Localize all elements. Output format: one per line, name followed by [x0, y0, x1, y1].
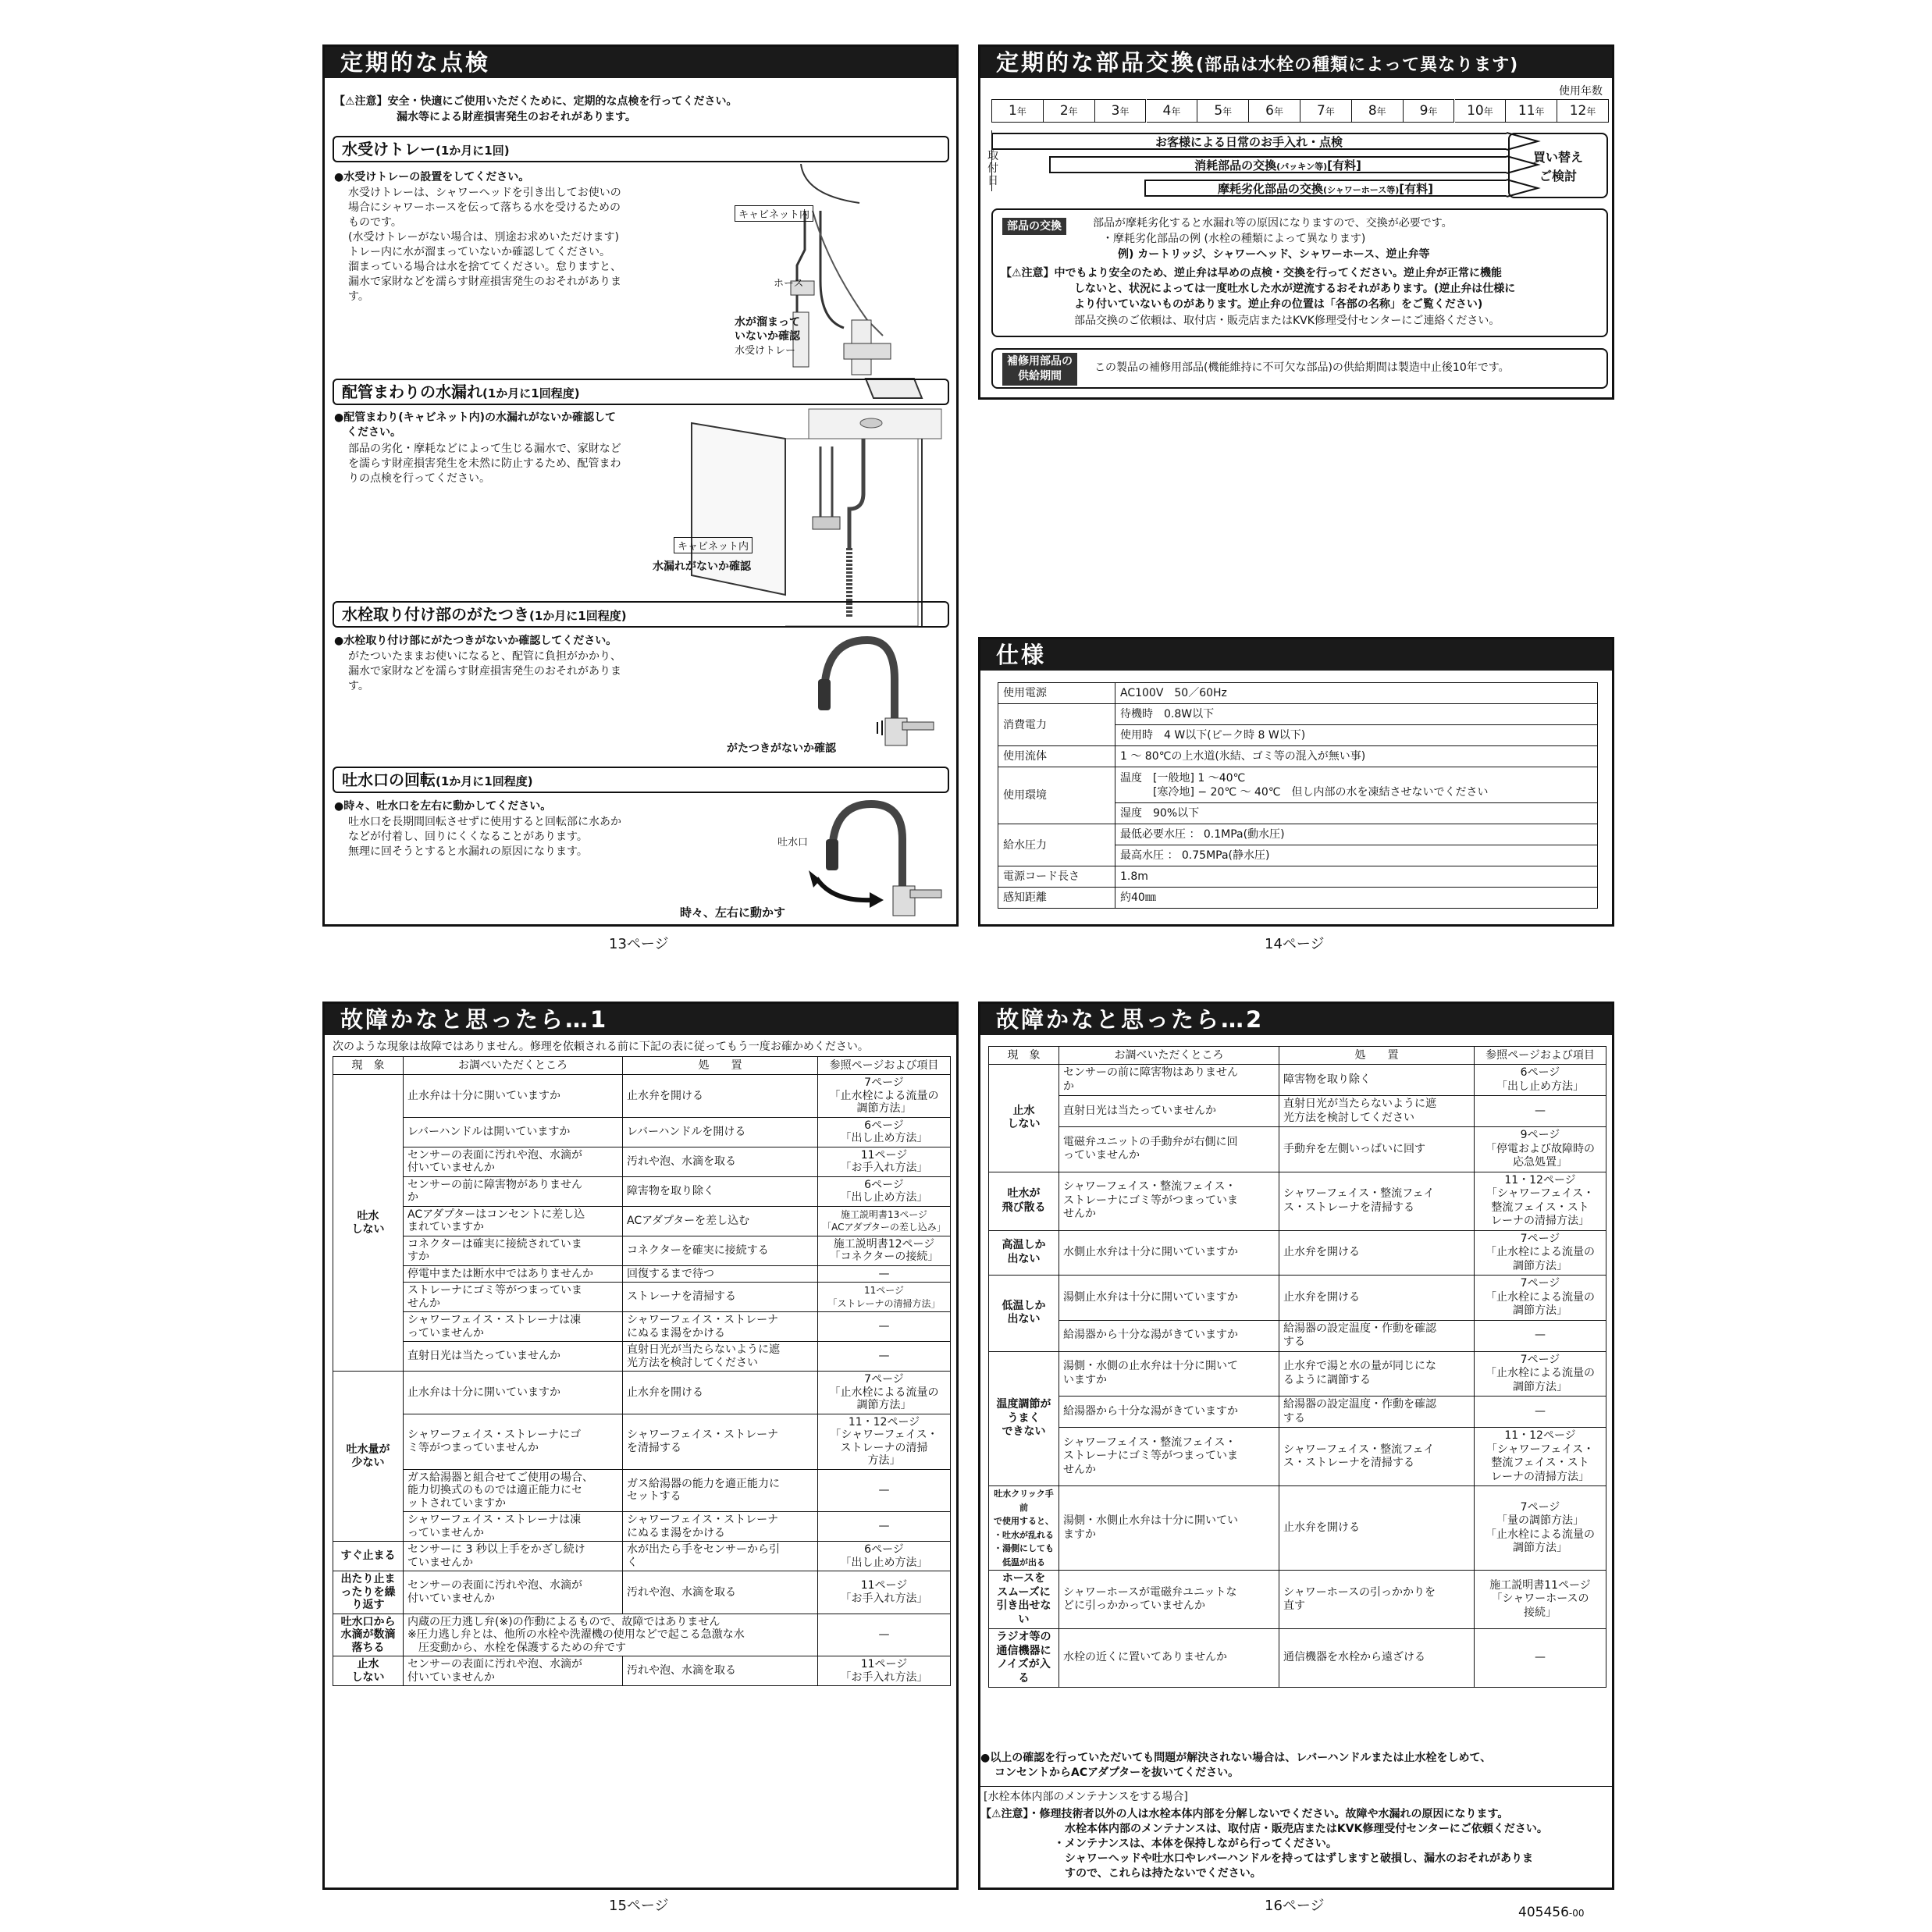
arrow-text-paid: [有料]: [1327, 158, 1361, 173]
year-cell: 8年: [1352, 99, 1404, 123]
text-line: などが付着し、回りにくくなることがあります。: [348, 831, 588, 843]
reference-cell: —: [818, 1265, 951, 1283]
page-number-15: 15ページ: [609, 1898, 669, 1914]
page-number-16: 16ページ: [1265, 1898, 1325, 1914]
action-cell: シャワーフェイス・ストレーナ にぬるま湯をかける: [623, 1312, 818, 1342]
action-cell: 回復するまで待つ: [623, 1265, 818, 1283]
text-line: 漏水で家財などを濡らす財産損害発生のおそれがありま: [348, 665, 621, 678]
action-cell: シャワーホースの引っかかりを 直す: [1279, 1571, 1475, 1629]
symptom-cell: ラジオ等の 通信機器に ノイズが入る: [989, 1629, 1059, 1688]
page-number-14: 14ページ: [1265, 936, 1325, 952]
reference-cell: 11・12ページ 「シャワーフェイス・ 整流フェイス・スト レーナの清掃方法」: [1475, 1172, 1606, 1230]
action-cell: 止水弁を開ける: [1279, 1230, 1475, 1276]
spec-row: [998, 824, 1598, 845]
parts-text: ・摩耗劣化部品の例 (水栓の種類によって異なります): [1102, 233, 1366, 245]
year-cell: 6年: [1249, 99, 1300, 123]
action-cell: コネクターを確実に接続する: [623, 1236, 818, 1265]
check-label-1: 水が溜まって: [735, 316, 800, 329]
column-header: 参照ページおよび項目: [1475, 1047, 1606, 1065]
hose-label: ホース: [774, 278, 804, 290]
maintenance-text: すので、これらは持たないでください。: [1065, 1867, 1261, 1880]
text-line: 吐水口を長期間回転させずに使用すると回転部に水あか: [348, 816, 621, 828]
years-label: 使用年数: [1559, 85, 1603, 98]
action-cell: 汚れや泡、水滴を取る: [623, 1656, 818, 1686]
section-frequency: (1か月に1回程度): [529, 609, 627, 623]
spec-value: 1.8m: [1115, 866, 1598, 888]
section-header-spout-rotation: [333, 767, 949, 793]
reference-cell: —: [818, 1614, 951, 1656]
column-header: 現 象: [333, 1057, 404, 1075]
bullet: [334, 411, 616, 440]
reference-cell: 施工説明書11ページ 「シャワーホースの 接続」: [1475, 1571, 1606, 1629]
check-cell: レバーハンドルは開いていますか: [404, 1117, 623, 1147]
reference-cell: 6ページ 「出し止め方法」: [818, 1542, 951, 1571]
spec-value: 最低必要水圧 ： 0.1MPa(動水圧): [1115, 824, 1598, 845]
check-cell: ガス給湯器と組合せてご使用の場合、 能力切換式のものでは適正能力にセ ットされていますか: [404, 1469, 623, 1512]
text-line: がたついたままお使いになると、配管に負担がかかり、: [348, 650, 621, 663]
spec-row: [998, 683, 1598, 704]
check-cell: シャワーフェイス・整流フェイス・ ストレーナにゴミ等がつまっていま せんか: [1059, 1428, 1279, 1486]
table-row: [333, 1414, 951, 1469]
action-cell: シャワーフェイス・整流フェイ ス・ストレーナを清掃する: [1279, 1172, 1475, 1230]
table-row: [333, 1117, 951, 1147]
section-frequency: (1か月に1回程度): [482, 386, 580, 400]
panel-troubleshooting-1: [322, 1002, 959, 1890]
text-line: 場合にシャワーホースを伝って落ちる水を受けるための: [348, 201, 621, 214]
reference-cell: 11ページ 「お手入れ方法」: [818, 1571, 951, 1614]
action-cell: ストレーナを清掃する: [623, 1283, 818, 1312]
note-text: コンセントからACアダプターを抜いてください。: [994, 1767, 1240, 1779]
action-cell: 止水弁で湯と水の量が同じにな るように調節する: [1279, 1351, 1475, 1397]
action-cell: ガス給湯器の能力を適正能力に セットする: [623, 1469, 818, 1512]
faucet-wobble-illustration: [809, 632, 949, 749]
bullet-line: ●配管まわり(キャビネット内)の水漏れがないか確認して: [334, 411, 617, 424]
reference-cell: 施工説明書12ページ 「コネクターの接続」: [818, 1236, 951, 1265]
note-text: ●以上の確認を行っていただいても問題が解決されない場合は、レバーハンドルまたは止水栓をしめて、: [980, 1752, 1492, 1764]
symptom-cell: 吐水クリック手前 で使用すると、 ・吐水が乱れる ・湯側にしても 低温が出る: [989, 1486, 1059, 1571]
check-cell: シャワーホースが電磁弁ユニットな どに引っかかっていませんか: [1059, 1571, 1279, 1629]
bullet: ●水受けトレーの設置をしてください。: [334, 171, 530, 183]
table-row: [333, 1075, 951, 1118]
merged-cell: 内蔵の圧力逃し弁(※)の作動によるもので、故障ではありません ※圧力逃し弁とは、他所の水栓や洗濯機の使用などで起こる急激な水 圧変動から、水栓を保護するための弁です: [404, 1614, 818, 1656]
maintenance-text: 【⚠注意】・修理技術者以外の人は水栓本体内部を分解しないでください。故障や水漏れの原因になります。: [980, 1808, 1509, 1820]
reference-cell: 11・12ページ 「シャワーフェイス・ ストレーナの清掃 方法」: [818, 1414, 951, 1469]
reference-cell: 7ページ 「止水栓による流量の 調節方法」: [1475, 1351, 1606, 1397]
spout-rotation-illustration: [785, 792, 949, 921]
caution-text: しないと、状況によっては一度吐水した水が逆流するおそれがあります。(逆止弁は仕様に: [1074, 283, 1516, 295]
replace-text: ご検討: [1539, 169, 1577, 183]
symptom-cell: 低温しか 出ない: [989, 1276, 1059, 1352]
table-row: [989, 1096, 1606, 1127]
reference-cell: 11ページ 「お手入れ方法」: [818, 1147, 951, 1176]
check-cell: シャワーフェイス・ストレーナは凍 っていませんか: [404, 1312, 623, 1342]
reference-cell: 7ページ 「量の調節方法」 「止水栓による流量の 調節方法」: [1475, 1486, 1606, 1571]
symptom-cell: 吐水口から 水滴が数滴 落ちる: [333, 1614, 404, 1656]
action-cell: 障害物を取り除く: [1279, 1065, 1475, 1096]
action-cell: レバーハンドルを開ける: [623, 1117, 818, 1147]
supply-period-box: [991, 348, 1608, 389]
action-cell: 止水弁を開ける: [623, 1075, 818, 1118]
check-cell: センサーの表面に汚れや泡、水滴が 付いていませんか: [404, 1656, 623, 1686]
reference-cell: 6ページ 「出し止め方法」: [1475, 1065, 1606, 1096]
table-row: [333, 1614, 951, 1656]
cabinet-piping-illustration: [684, 407, 949, 630]
spec-value: 待機時 0.8W以下: [1115, 704, 1598, 725]
text-line: 無理に回そうとすると水漏れの原因になります。: [348, 845, 588, 858]
table-row: [333, 1656, 951, 1686]
table-row: [989, 1276, 1606, 1321]
spec-value: 湿度 90%以下: [1115, 803, 1598, 824]
under-sink-tray-illustration: [727, 164, 945, 414]
panel-parts-replacement: [978, 44, 1614, 400]
year-cell: 5年: [1197, 99, 1249, 123]
reference-cell: 7ページ 「止水栓による流量の 調節方法」: [818, 1372, 951, 1414]
action-cell: 直射日光が当たらないように遮 光方法を検討してください: [1279, 1096, 1475, 1127]
check-cell: シャワーフェイス・ストレーナにゴ ミ等がつまっていませんか: [404, 1414, 623, 1469]
section-frequency: (1か月に1回程度): [436, 774, 533, 788]
table-row: [333, 1265, 951, 1283]
check-cell: センサーの前に障害物がありません か: [404, 1176, 623, 1206]
replace-box: [1508, 133, 1608, 198]
year-cell: 9年: [1404, 99, 1455, 123]
table-row: [989, 1065, 1606, 1096]
text-line: りの点検を行ってください。: [348, 472, 490, 485]
section-title: 配管まわりの水漏れ: [342, 382, 482, 401]
text-line: 部品の劣化・摩耗などによって生じる漏水で、家財など: [348, 443, 621, 455]
symptom-cell: ホースを スムーズに 引き出せない: [989, 1571, 1059, 1629]
symptom-cell: 吐水が 飛び散る: [989, 1172, 1059, 1230]
spec-value: 約40㎜: [1115, 888, 1598, 909]
bullet: ●水栓取り付け部にがたつきがないか確認してください。: [334, 635, 617, 647]
check-cell: 直射日光は当たっていませんか: [1059, 1096, 1279, 1127]
cabinet-label: キャビネット内: [674, 537, 753, 553]
year-cell: 2年: [1044, 99, 1095, 123]
reference-cell: 7ページ 「止水栓による流量の 調節方法」: [818, 1075, 951, 1118]
table-row: [333, 1372, 951, 1414]
section-title: 水受けトレー: [342, 140, 436, 158]
tag-line: 補修用部品の: [1007, 355, 1073, 368]
replace-text: 買い替え: [1532, 150, 1583, 165]
symptom-cell: 出たり止ま ったりを繰 り返す: [333, 1571, 404, 1614]
table-row: [989, 1351, 1606, 1397]
maintenance-text: 水栓本体内部のメンテナンスは、取付店・販売店またはKVK修理受付センターにご依頼ください。: [1065, 1823, 1548, 1835]
check-cell: 湯側止水弁は十分に開いていますか: [1059, 1276, 1279, 1321]
spec-row: [998, 767, 1598, 803]
supply-text: この製品の補修用部品(機能維持に不可欠な部品)の供給期間は製造中止後10年です。: [1094, 361, 1510, 374]
spec-row: [998, 866, 1598, 888]
text-line: を濡らす財産損害発生を未然に防止するため、配管まわ: [348, 457, 621, 470]
year-cell: 10年: [1455, 99, 1507, 123]
doc-suffix: -00: [1568, 1908, 1585, 1919]
arrow-text-daily: お客様による日常のお手入れ・点検: [1155, 135, 1343, 149]
caution-text: より付いていないものがあります。逆止弁の位置は「各部の名称」をご覧ください): [1074, 298, 1483, 311]
action-cell: 障害物を取り除く: [623, 1176, 818, 1206]
check-cell: 水側止水弁は十分に開いていますか: [1059, 1230, 1279, 1276]
year-cell: 12年: [1557, 99, 1609, 123]
table-row: [333, 1147, 951, 1176]
body-text: [348, 186, 621, 304]
table-row: [989, 1320, 1606, 1351]
year-cell: 11年: [1506, 99, 1557, 123]
table-row: [989, 1397, 1606, 1428]
timeline-arrows: [991, 129, 1553, 203]
action-cell: ACアダプターを差し込む: [623, 1206, 818, 1236]
page-title: 故障かなと思ったら…2: [980, 1004, 1612, 1035]
reference-cell: 6ページ 「出し止め方法」: [818, 1176, 951, 1206]
page-title: 定期的な点検: [325, 47, 956, 78]
spec-value: 温度 [一般地] 1 ～40℃ [寒冷地] − 20℃ ～ 40℃ 但し内部の水を凍結させないでください: [1115, 767, 1598, 803]
arrow-text: 摩耗劣化部品の交換: [1217, 182, 1323, 196]
spec-key: 使用環境: [998, 767, 1115, 824]
maintenance-title: [水栓本体内部のメンテナンスをする場合]: [984, 1791, 1188, 1803]
reference-cell: 11・12ページ 「シャワーフェイス・ 整流フェイス・スト レーナの清掃方法」: [1475, 1428, 1606, 1486]
spec-row: [998, 888, 1598, 909]
action-cell: 給湯器の設定温度・作動を確認 する: [1279, 1397, 1475, 1428]
title-sub: (部品は水栓の種類によって異なります): [1196, 55, 1519, 75]
tag-line: 供給期間: [1018, 370, 1062, 382]
reference-cell: 7ページ 「止水栓による流量の 調節方法」: [1475, 1230, 1606, 1276]
table-row: [333, 1236, 951, 1265]
check-cell: 湯側・水側止水弁は十分に開いてい ますか: [1059, 1486, 1279, 1571]
table-row: [989, 1428, 1606, 1486]
bullet: ●時々、吐水口を左右に動かしてください。: [334, 800, 552, 813]
symptom-cell: 吐水量が 少ない: [333, 1372, 404, 1542]
action-cell: シャワーフェイス・ストレーナ にぬるま湯をかける: [623, 1512, 818, 1542]
action-cell: 手動弁を左側いっぱいに回す: [1279, 1127, 1475, 1172]
spec-row: [998, 704, 1598, 725]
check-label: がたつきがないか確認: [727, 742, 836, 755]
supply-tag: [1002, 353, 1077, 386]
text-line: 溜まっている場合は水を捨ててください。怠りますと、: [348, 261, 621, 273]
move-label: 時々、左右に動かす: [680, 906, 786, 920]
action-cell: 止水弁を開ける: [1279, 1276, 1475, 1321]
reference-cell: —: [1475, 1096, 1606, 1127]
symptom-cell: 止水 しない: [333, 1656, 404, 1686]
check-cell: 給湯器から十分な湯がきていますか: [1059, 1320, 1279, 1351]
body-text: [348, 815, 621, 859]
contact-text: 部品交換のご依頼は、取付店・販売店またはKVK修理受付センターにご連絡ください。: [1074, 315, 1500, 327]
column-header: お調べいただくところ: [1059, 1047, 1279, 1065]
symptom-cell: 温度調節が うまく できない: [989, 1351, 1059, 1486]
check-cell: 給湯器から十分な湯がきていますか: [1059, 1397, 1279, 1428]
reference-cell: 6ページ 「出し止め方法」: [818, 1117, 951, 1147]
table-row: [989, 1172, 1606, 1230]
action-cell: 水が出たら手をセンサーから引 く: [623, 1542, 818, 1571]
action-cell: 直射日光が当たらないように遮 光方法を検討してください: [623, 1342, 818, 1372]
symptom-cell: すぐ止まる: [333, 1542, 404, 1571]
reference-cell: —: [1475, 1320, 1606, 1351]
table-row: [333, 1542, 951, 1571]
spec-key: 消費電力: [998, 704, 1115, 746]
text-line: 漏水で家財などを濡らす財産損害発生のおそれがありま: [348, 276, 621, 288]
year-cell: 4年: [1147, 99, 1198, 123]
text-line: (水受けトレーがない場合は、別途お求めいただけます): [348, 231, 619, 244]
spec-key: 感知距離: [998, 888, 1115, 909]
action-cell: 汚れや泡、水滴を取る: [623, 1147, 818, 1176]
check-cell: コネクターは確実に接続されていま すか: [404, 1236, 623, 1265]
reference-cell: —: [818, 1342, 951, 1372]
troubleshooting-table: [988, 1046, 1606, 1688]
title-main: 定期的な部品交換: [996, 49, 1197, 76]
caution-line-1: 【⚠注意】安全・快適にご使用いただくために、定期的な点検を行ってください。: [334, 95, 738, 108]
table-row: [333, 1312, 951, 1342]
column-header: お調べいただくところ: [404, 1057, 623, 1075]
maintenance-text: ・メンテナンスは、本体を保持しながら行ってください。: [1054, 1838, 1337, 1850]
reference-cell: 11ページ 「ストレーナの清掃方法」: [818, 1283, 951, 1312]
section-frequency: (1か月に1回): [436, 144, 510, 158]
reference-cell: 施工説明書13ページ 「ACアダプターの差し込み」: [818, 1206, 951, 1236]
action-cell: シャワーフェイス・整流フェイ ス・ストレーナを清掃する: [1279, 1428, 1475, 1486]
troubleshooting-table: [333, 1056, 951, 1686]
reference-cell: —: [818, 1469, 951, 1512]
bullet-line: ください。: [347, 426, 401, 439]
action-cell: 止水弁を開ける: [1279, 1486, 1475, 1571]
check-cell: 湯側・水側の止水弁は十分に開いて いますか: [1059, 1351, 1279, 1397]
panel-periodic-inspection: [322, 44, 959, 927]
column-header: 処 置: [623, 1057, 818, 1075]
arrow-text-small: (パッキン等): [1276, 162, 1328, 172]
table-row: [989, 1629, 1606, 1688]
spec-key: 給水圧力: [998, 824, 1115, 866]
check-cell: センサーに 3 秒以上手をかざし続け ていませんか: [404, 1542, 623, 1571]
arrow-text-small: (シャワーホース等): [1323, 185, 1400, 195]
table-row: [333, 1571, 951, 1614]
column-header: 参照ページおよび項目: [818, 1057, 951, 1075]
action-cell: 止水弁を開ける: [623, 1372, 818, 1414]
maintenance-text: シャワーヘッドや吐水口やレバーハンドルを持ってはずしますと破損し、漏水のおそれがありま: [1065, 1852, 1534, 1865]
parts-replacement-box: [991, 208, 1608, 337]
action-cell: 汚れや泡、水滴を取る: [623, 1571, 818, 1614]
page-title: [980, 47, 1612, 78]
reference-cell: 7ページ 「止水栓による流量の 調節方法」: [1475, 1276, 1606, 1321]
spec-value: 使用時 4 W以下(ピーク時 8 W以下): [1115, 725, 1598, 746]
check-label: 水漏れがないか確認: [653, 560, 751, 573]
reference-cell: 9ページ 「停電および故障時の 応急処置」: [1475, 1127, 1606, 1172]
table-row: [989, 1486, 1606, 1571]
symptom-cell: 高温しか 出ない: [989, 1230, 1059, 1276]
parts-text: 部品が摩耗劣化すると水漏れ等の原因になりますので、交換が必要です。: [1093, 217, 1453, 229]
spec-value: 1 ～ 80℃の上水道(氷結、ゴミ等の混入が無い事): [1115, 746, 1598, 767]
reference-cell: —: [818, 1512, 951, 1542]
check-cell: シャワーフェイス・ストレーナは凍 っていませんか: [404, 1512, 623, 1542]
action-cell: 通信機器を水栓から遠ざける: [1279, 1629, 1475, 1688]
page-title: 故障かなと思ったら…1: [325, 1004, 956, 1035]
symptom-cell: 吐水 しない: [333, 1075, 404, 1372]
reference-cell: —: [1475, 1397, 1606, 1428]
table-row: [333, 1283, 951, 1312]
divider: [980, 1786, 1612, 1787]
caution-line-2: 漏水等による財産損害発生のおそれがあります。: [397, 111, 636, 123]
reference-cell: —: [1475, 1629, 1606, 1688]
spec-row: [998, 746, 1598, 767]
panel-16-notes: [978, 1751, 1614, 1890]
reference-cell: —: [818, 1312, 951, 1342]
check-cell: センサーの表面に汚れや泡、水滴が 付いていませんか: [404, 1147, 623, 1176]
check-cell: ACアダプターはコンセントに差し込 まれていますか: [404, 1206, 623, 1236]
action-cell: シャワーフェイス・ストレーナ を清掃する: [623, 1414, 818, 1469]
tray-label: 水受けトレー: [735, 345, 796, 357]
text-line: す。: [348, 290, 369, 303]
section-header-pipe-leak: [333, 379, 949, 405]
panel-specifications: [978, 637, 1614, 927]
text-line: トレー内に水が溜まっていないか確認してください。: [348, 246, 610, 258]
install-date-label: 取付日: [987, 150, 998, 187]
table-row: [333, 1206, 951, 1236]
page-title: 仕様: [980, 639, 1612, 671]
cabinet-label: キャビネット内: [735, 205, 813, 222]
table-row: [333, 1176, 951, 1206]
check-cell: ストレーナにゴミ等がつまっていま せんか: [404, 1283, 623, 1312]
table-row: [989, 1127, 1606, 1172]
table-row: [333, 1342, 951, 1372]
parts-example: 例) カートリッジ、シャワーヘッド、シャワーホース、逆止弁等: [1118, 248, 1430, 261]
check-cell: 停電中または断水中ではありませんか: [404, 1265, 623, 1283]
years-scale: [991, 99, 1608, 123]
check-cell: 止水弁は十分に開いていますか: [404, 1075, 623, 1118]
arrow-text: 消耗部品の交換: [1194, 158, 1277, 173]
intro-text: 次のような現象は故障ではありません。修理を依頼される前に下記の表に従ってもう一度お確かめください。: [333, 1041, 869, 1053]
body-text: [348, 442, 621, 486]
spec-value: 最高水圧 ： 0.75MPa(静水圧): [1115, 845, 1598, 866]
text-line: 水受けトレーは、シャワーヘッドを引き出してお使いの: [348, 187, 621, 199]
symptom-cell: 止水 しない: [989, 1065, 1059, 1172]
table-row: [989, 1230, 1606, 1276]
check-cell: 直射日光は当たっていませんか: [404, 1342, 623, 1372]
column-header: 現 象: [989, 1047, 1059, 1065]
section-title: 吐水口の回転: [342, 770, 436, 789]
check-cell: センサーの表面に汚れや泡、水滴が 付いていませんか: [404, 1571, 623, 1614]
reference-cell: 11ページ 「お手入れ方法」: [818, 1656, 951, 1686]
table-row: [989, 1571, 1606, 1629]
spec-key: 電源コード長さ: [998, 866, 1115, 888]
caution-text: 【⚠注意】中でもより安全のため、逆止弁は早めの点検・交換を行ってください。逆止弁が正常に機能: [1001, 267, 1502, 279]
spec-table: [998, 682, 1598, 909]
section-title: 水栓取り付け部のがたつき: [342, 605, 529, 624]
check-cell: センサーの前に障害物はありません か: [1059, 1065, 1279, 1096]
check-label-2: いないか確認: [735, 330, 800, 343]
table-row: [333, 1469, 951, 1512]
spec-key: 使用流体: [998, 746, 1115, 767]
year-cell: 1年: [992, 99, 1044, 123]
year-cell: 7年: [1300, 99, 1352, 123]
arrow-text-paid: [有料]: [1399, 182, 1434, 196]
section-header-water-tray: [333, 136, 949, 162]
table-row: [333, 1512, 951, 1542]
check-cell: シャワーフェイス・整流フェイス・ ストレーナにゴミ等がつまっていま せんか: [1059, 1172, 1279, 1230]
panel-troubleshooting-2: [978, 1002, 1614, 1751]
check-cell: 止水弁は十分に開いていますか: [404, 1372, 623, 1414]
doc-number: 405456: [1518, 1905, 1569, 1920]
spec-value: AC100V 50／60Hz: [1115, 683, 1598, 704]
check-cell: 電磁弁ユニットの手動弁が右側に回 っていませんか: [1059, 1127, 1279, 1172]
spec-key: 使用電源: [998, 683, 1115, 704]
check-cell: 水栓の近くに置いてありませんか: [1059, 1629, 1279, 1688]
column-header: 処 置: [1279, 1047, 1475, 1065]
spout-label: 吐水口: [777, 837, 809, 849]
parts-tag: 部品の交換: [1002, 218, 1066, 235]
body-text: [348, 649, 621, 694]
text-line: ものです。: [348, 216, 402, 229]
section-header-faucet-wobble: [333, 601, 949, 628]
action-cell: 給湯器の設定温度・作動を確認 する: [1279, 1320, 1475, 1351]
document-number: [1518, 1905, 1585, 1920]
text-line: す。: [348, 680, 369, 692]
page-number-13: 13ページ: [609, 936, 669, 952]
year-cell: 3年: [1095, 99, 1147, 123]
